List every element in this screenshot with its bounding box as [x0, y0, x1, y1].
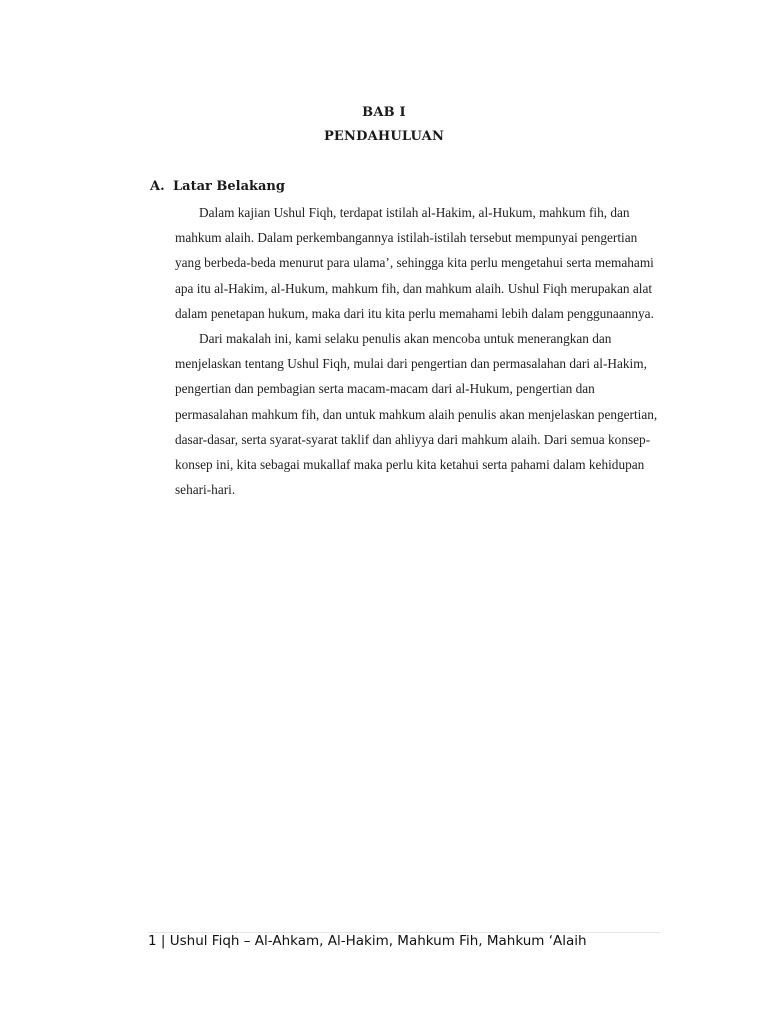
- page-footer: 1 | Ushul Fiqh – Al-Ahkam, Al-Hakim, Mahkum Fih, Mahkum ‘Alaih: [148, 933, 587, 949]
- section-marker: A.: [150, 179, 165, 194]
- section-body: [175, 200, 665, 502]
- chapter-number: BAB I: [362, 105, 406, 120]
- chapter-title: PENDAHULUAN: [323, 129, 445, 144]
- paragraph-1: Dalam kajian Ushul Fiqh, terdapat istilah al-Hakim, al-Hukum, mahkum fih, dan mahkum alaih. Dalam perkembangannya istilah-istilah tersebut mempunyai pengertian yang berbeda-beda menurut para ulama’, sehingga kita perlu mengetahui serta memahami apa itu al-Hakim, al-Hukum, mahkum fih, dan mahkum alaih. Ushul Fiqh merupakan alat dalam penetapan hukum, maka dari itu kita perlu memahami lebih dalam penggunaannya.: [175, 205, 654, 321]
- paragraph-2: Dari makalah ini, kami selaku penulis akan mencoba untuk menerangkan dan menjelaskan tentang Ushul Fiqh, mulai dari pengertian dan permasalahan dari al-Hakim, pengertian dan pembagian serta macam-macam dari al-Hukum, pengertian dan permasalahan mahkum fih, dan untuk mahkum alaih penulis akan menjelaskan pengertian, dasar-dasar, serta syarat-syarat taklif dan ahliyya dari mahkum alaih. Dari semua konsep-konsep ini, kita sebagai mukallaf maka perlu kita ketahui serta pahami dalam kehidupan sehari-hari.: [175, 331, 658, 498]
- section-heading: [150, 179, 285, 194]
- section-title: Latar Belakang: [173, 179, 285, 194]
